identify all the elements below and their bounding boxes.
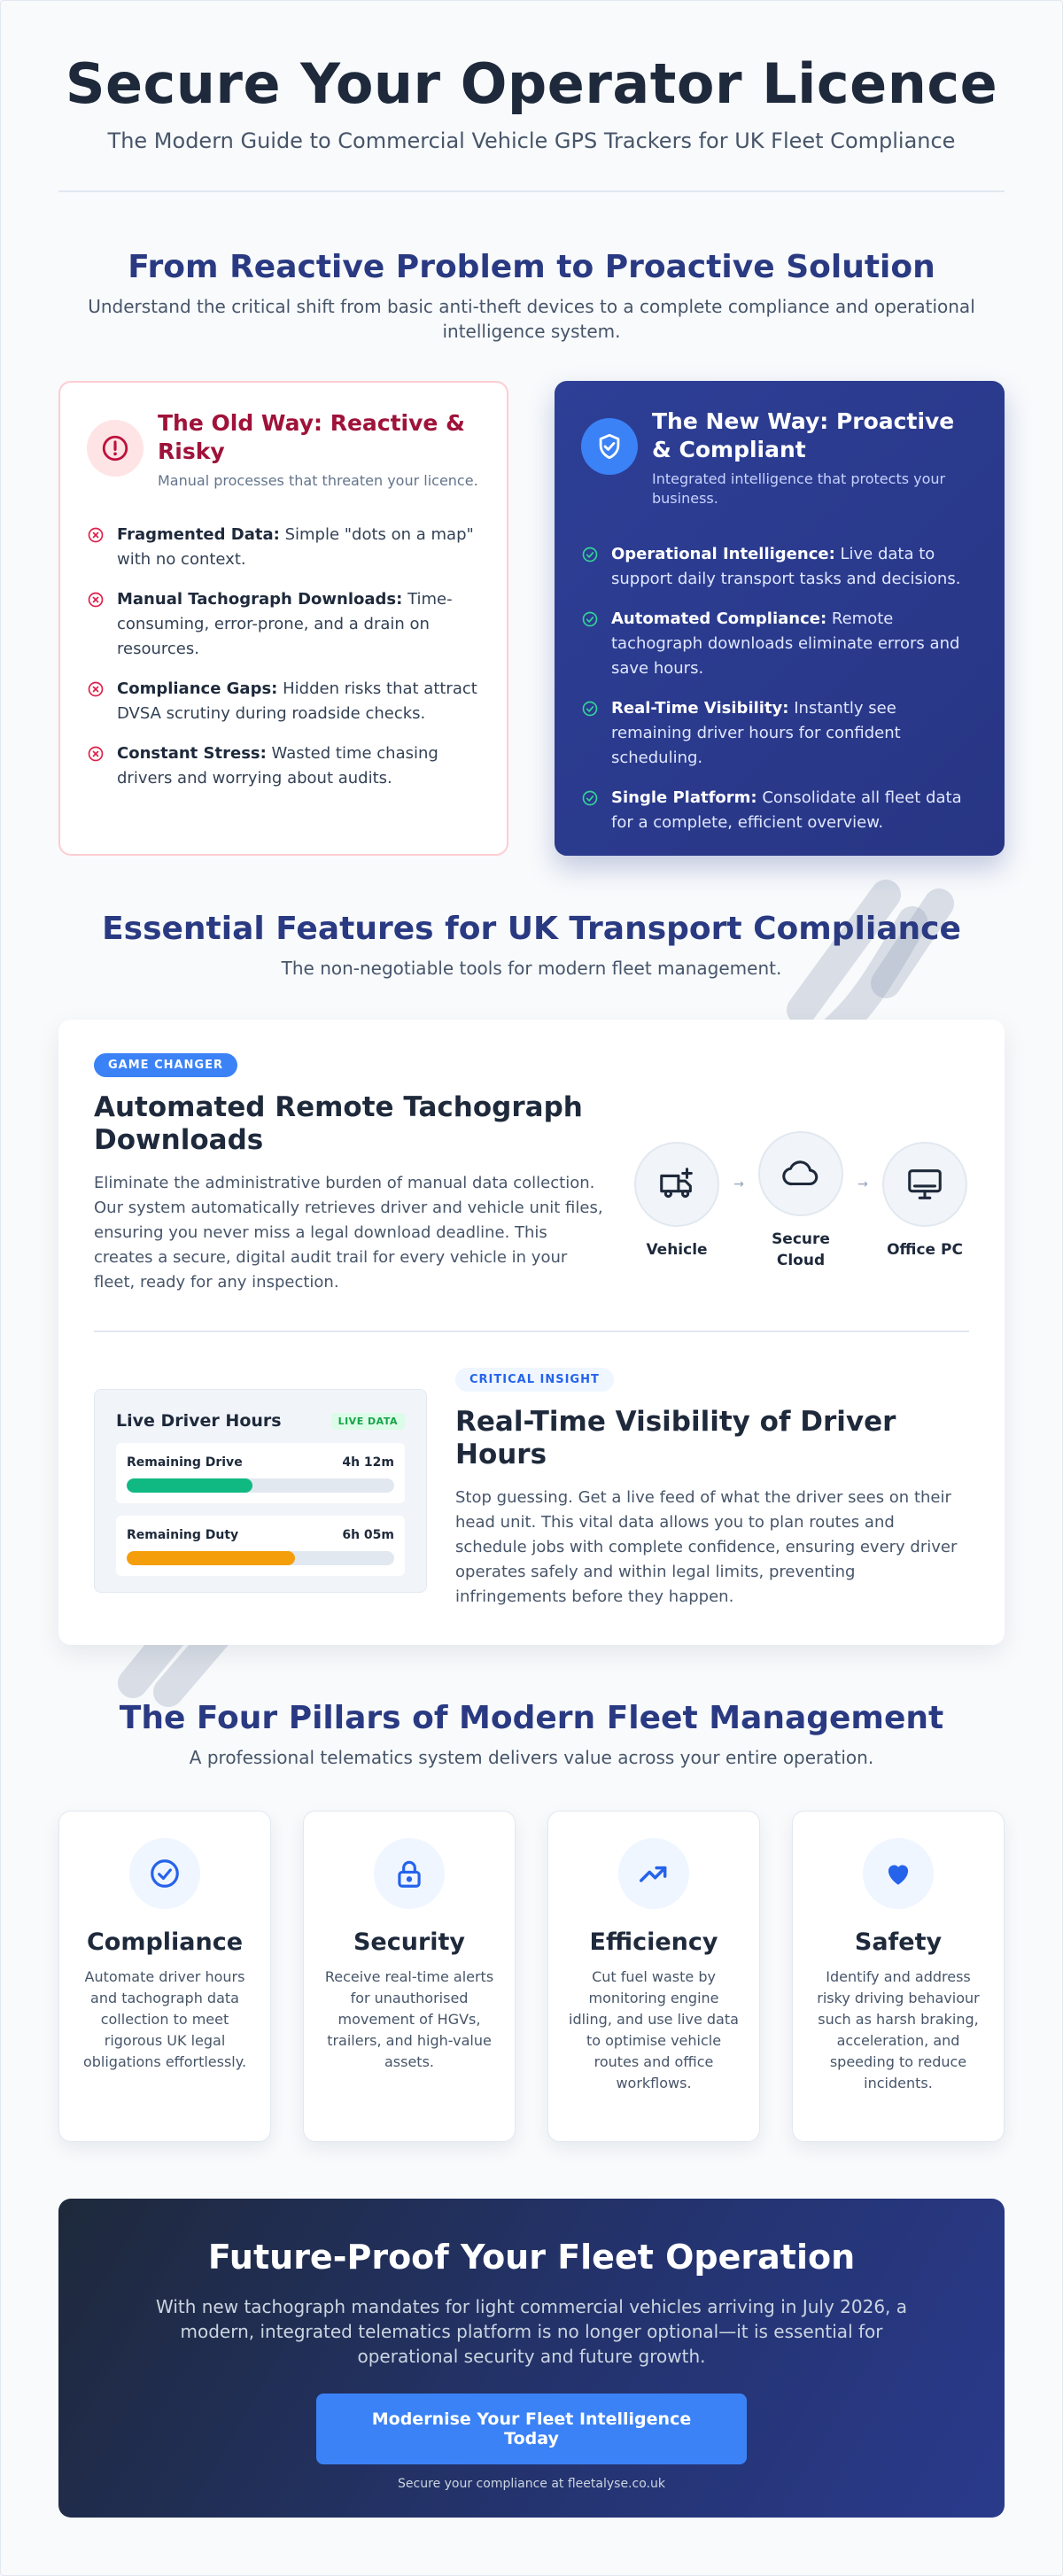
- check-circle-icon: [581, 610, 601, 632]
- new-way-subtitle: Integrated intelligence that protects your business.: [652, 470, 946, 507]
- pillar-title: Safety: [854, 1928, 943, 1956]
- pillars-section: [0, 1700, 1063, 2142]
- item-text: Consolidate all fleet data for a complete, efficient overview.: [611, 788, 962, 832]
- list-item: [87, 741, 480, 791]
- x-circle-icon: [87, 680, 106, 702]
- tacho-body: Eliminate the administrative burden of manual data collection. Our system automatically retrieves driver and vehicle unit files, ensuring you never miss a legal download deadline. This creates a secure, digital audit trail for every vehicle in your fleet, ready for any inspection.: [94, 1174, 603, 1292]
- pillar-text: Identify and address risky driving behaviour such as harsh braking, acceleration, and speeding to reduce incidents.: [817, 1968, 980, 2091]
- arrow-right-icon: →: [857, 1177, 868, 1191]
- new-way-card: [555, 381, 1005, 856]
- shift-title: From Reactive Problem to Proactive Solution: [128, 249, 935, 285]
- old-way-subtitle: Manual processes that threaten your licence.: [158, 472, 478, 489]
- hero: [0, 0, 1063, 153]
- pillar-safety: [792, 1811, 1005, 2142]
- live-data-badge: LIVE DATA: [331, 1413, 405, 1430]
- meter-value: 6h 05m: [342, 1528, 394, 1542]
- truck-plus-icon: [634, 1142, 719, 1227]
- item-bold: Operational Intelligence:: [611, 545, 835, 563]
- modernise-button[interactable]: Modernise Your Fleet Intelligence Today: [316, 2394, 747, 2464]
- pillar-text: Cut fuel waste by monitoring engine idling, and use live data to optimise vehicle routes and office workflows.: [569, 1968, 739, 2091]
- divider: [94, 1331, 969, 1332]
- page-title: Secure Your Operator Licence: [65, 51, 998, 116]
- monitor-icon: [882, 1142, 967, 1227]
- trend-up-icon: [618, 1838, 689, 1909]
- x-circle-icon: [87, 745, 106, 766]
- list-item: [581, 786, 978, 835]
- old-way-title: The Old Way: Reactive & Risky: [158, 410, 465, 464]
- flow-node-cloud: [757, 1131, 845, 1271]
- pillar-text: Automate driver hours and tachograph data collection to meet rigorous UK legal obligations effortlessly.: [82, 1968, 247, 2070]
- list-item: [87, 523, 480, 572]
- visibility-title: Real-Time Visibility of Driver Hours: [455, 1406, 896, 1470]
- meter-duty: [116, 1516, 405, 1576]
- arrow-right-icon: →: [733, 1177, 744, 1191]
- flow-label: Secure Cloud: [772, 1230, 830, 1269]
- shift-subtitle: Understand the critical shift from basic anti-theft devices to a complete compliance and operational intelligence system.: [88, 296, 975, 342]
- tacho-title: Automated Remote Tachograph Downloads: [94, 1091, 583, 1156]
- cta-banner: [58, 2199, 1005, 2518]
- flow-label: Vehicle: [646, 1241, 708, 1259]
- list-item: [581, 542, 978, 592]
- features-section: [0, 911, 1063, 1645]
- pillar-title: Security: [353, 1928, 466, 1956]
- item-text: Wasted time chasing drivers and worrying about audits.: [117, 744, 438, 788]
- progress-track: [127, 1478, 394, 1493]
- pillar-compliance: [58, 1811, 271, 2142]
- meter-value: 4h 12m: [342, 1455, 394, 1470]
- meter-label: Remaining Duty: [127, 1528, 239, 1542]
- widget-title: Live Driver Hours: [116, 1411, 282, 1431]
- visibility-body: Stop guessing. Get a live feed of what the driver sees on their head unit. This vital data allows you to plan routes and schedule jobs with complete confidence, ensuring every driver operates safely and within legal limits, preventing infringements before they happen.: [455, 1488, 958, 1606]
- cloud-icon: [758, 1131, 843, 1216]
- new-way-title: The New Way: Proactive & Compliant: [652, 408, 955, 462]
- x-circle-icon: [87, 591, 106, 612]
- alert-icon: [87, 420, 144, 477]
- item-text: Instantly see remaining driver hours for confident scheduling.: [611, 699, 901, 767]
- progress-track: [127, 1551, 394, 1565]
- list-item: [87, 587, 480, 662]
- pillars-title: The Four Pillars of Modern Fleet Management: [119, 1700, 944, 1736]
- shield-check-icon: [581, 418, 638, 475]
- item-bold: Compliance Gaps:: [117, 679, 278, 698]
- item-text: Live data to support daily transport tasks and decisions.: [611, 545, 961, 588]
- progress-fill: [127, 1478, 252, 1493]
- check-circle-icon: [581, 789, 601, 811]
- list-item: [581, 607, 978, 681]
- x-circle-icon: [87, 526, 106, 547]
- item-bold: Manual Tachograph Downloads:: [117, 590, 403, 609]
- list-item: [581, 696, 978, 771]
- driver-hours-widget: [94, 1389, 427, 1593]
- pillar-text: Receive real-time alerts for unauthorised movement of HGVs, trailers, and high-value assets.: [324, 1968, 494, 2070]
- item-bold: Real-Time Visibility:: [611, 699, 789, 718]
- list-item: [87, 677, 480, 726]
- download-flow: [632, 1142, 969, 1295]
- item-bold: Constant Stress:: [117, 744, 267, 763]
- item-text: Hidden risks that attract DVSA scrutiny during roadside checks.: [117, 679, 477, 723]
- lock-icon: [374, 1838, 445, 1909]
- cta-note: Secure your compliance at fleetalyse.co.uk: [398, 2477, 665, 2491]
- critical-insight-badge: CRITICAL INSIGHT: [455, 1368, 614, 1392]
- meter-drive: [116, 1443, 405, 1503]
- item-text: Simple "dots on a map" with no context.: [117, 525, 474, 569]
- divider: [58, 190, 1005, 192]
- features-title: Essential Features for UK Transport Compliance: [102, 911, 961, 947]
- item-text: Remote tachograph downloads eliminate errors and save hours.: [611, 609, 960, 678]
- pillars-subtitle: A professional telematics system delivers value across your entire operation.: [189, 1747, 874, 1768]
- features-subtitle: The non-negotiable tools for modern fleet management.: [281, 958, 782, 979]
- comparison: [58, 381, 1005, 856]
- flow-node-office: [881, 1142, 969, 1261]
- pillar-efficiency: [547, 1811, 760, 2142]
- item-bold: Single Platform:: [611, 788, 757, 807]
- shift-section: [0, 249, 1063, 856]
- item-text: Time-consuming, error-prone, and a drain on resources.: [117, 590, 453, 658]
- item-bold: Fragmented Data:: [117, 525, 280, 544]
- page-subtitle: The Modern Guide to Commercial Vehicle GPS Trackers for UK Fleet Compliance: [107, 128, 956, 153]
- pillar-security: [303, 1811, 516, 2142]
- item-bold: Automated Compliance:: [611, 609, 827, 628]
- progress-fill: [127, 1551, 295, 1565]
- meter-label: Remaining Drive: [127, 1455, 243, 1470]
- features-card: [58, 1020, 1005, 1645]
- pillar-title: Efficiency: [589, 1928, 718, 1956]
- cta-body: With new tachograph mandates for light commercial vehicles arriving in July 2026, a modern, integrated telematics platform is no longer optional—it is essential for operational security and future growth.: [155, 2296, 908, 2367]
- pillar-title: Compliance: [86, 1928, 244, 1956]
- old-way-card: [58, 381, 508, 856]
- flow-node-vehicle: [632, 1142, 721, 1261]
- game-changer-badge: GAME CHANGER: [94, 1053, 237, 1077]
- check-circle-icon: [581, 700, 601, 721]
- heart-icon: [863, 1838, 934, 1909]
- flow-label: Office PC: [887, 1241, 963, 1259]
- cta-title: Future-Proof Your Fleet Operation: [207, 2238, 856, 2277]
- check-circle-icon: [129, 1838, 200, 1909]
- check-circle-icon: [581, 546, 601, 567]
